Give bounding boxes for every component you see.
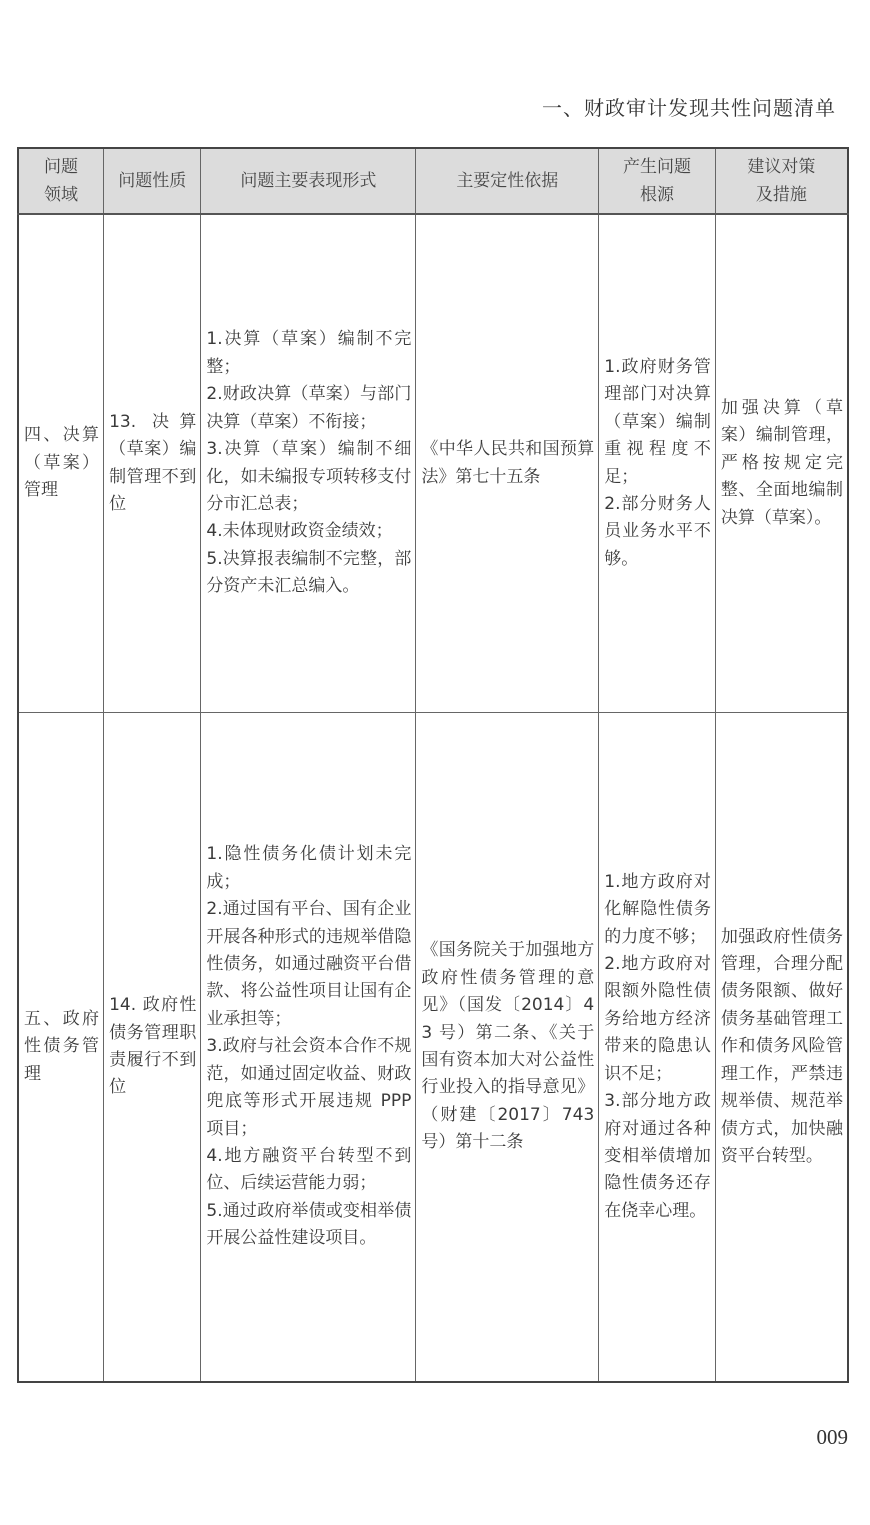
cell-forms [201, 214, 416, 713]
cause-item: 2.地方政府对限额外隐性债务给地方经济带来的隐患认识不足； [604, 954, 711, 1084]
table-row [18, 713, 848, 1383]
cell-cause [599, 214, 716, 713]
header-basis: 主要定性依据 [416, 148, 599, 214]
cell-basis: 《中华人民共和国预算法》第七十五条 [416, 214, 599, 713]
header-domain: 问题 领域 [18, 148, 104, 214]
form-item: 5.决算报表编制不完整，部分资产未汇总编入。 [206, 548, 412, 597]
cause-item: 1.地方政府对化解隐性债务的力度不够； [604, 871, 711, 947]
cause-item: 2.部分财务人员业务水平不够。 [604, 493, 711, 569]
header-cause: 产生问题 根源 [599, 148, 716, 214]
form-item: 1.决算（草案）编制不完整； [206, 329, 412, 377]
cell-domain: 四、决算（草案）管理 [18, 214, 104, 713]
page-number: 009 [816, 1425, 848, 1449]
cause-item: 1.政府财务管理部门对决算（草案）编制重视程度不足； [604, 356, 711, 487]
cell-nature: 13. 决算（草案）编制管理不到位 [104, 214, 201, 713]
cause-item: 3.部分地方政府对通过各种变相举债增加隐性债务还存在侥幸心理。 [604, 1091, 711, 1221]
header-forms: 问题主要表现形式 [201, 148, 416, 214]
header-advice: 建议对策 及措施 [715, 148, 848, 214]
form-item: 4.地方融资平台转型不到位、后续运营能力弱； [206, 1145, 412, 1194]
table-header-row [18, 148, 848, 214]
header-nature: 问题性质 [104, 148, 201, 214]
form-item: 2.财政决算（草案）与部门决算（草案）不衔接； [206, 384, 412, 432]
form-item: 3.决算（草案）编制不细化，如未编报专项转移支付分市汇总表； [206, 439, 412, 514]
cell-advice: 加强决算（草案）编制管理，严格按规定完整、全面地编制决算（草案）。 [715, 214, 848, 713]
form-item: 3.政府与社会资本合作不规范，如通过固定收益、财政兜底等形式开展违规 PPP 项目； [206, 1036, 412, 1139]
audit-issues-table [17, 147, 849, 1383]
cell-advice: 加强政府性债务管理，合理分配债务限额、做好债务基础管理工作和债务风险管理工作，严禁违规举债、规范举债方式，加快融资平台转型。 [715, 713, 848, 1383]
cell-forms [201, 713, 416, 1383]
cell-basis: 《国务院关于加强地方政府性债务管理的意见》（国发〔2014〕43 号）第二条、《关于国有资本加大对公益性行业投入的指导意见》（财建〔2017〕743 号）第十二条 [416, 713, 599, 1383]
cell-cause [599, 713, 716, 1383]
cell-nature: 14. 政府性债务管理职责履行不到位 [104, 713, 201, 1383]
form-item: 2.通过国有平台、国有企业开展各种形式的违规举借隐性债务，如通过融资平台借款、将公益性项目让国有企业承担等； [206, 899, 412, 1029]
cell-domain: 五、政府性债务管理 [18, 713, 104, 1383]
form-item: 1.隐性债务化债计划未完成； [206, 844, 412, 892]
section-title: 一、财政审计发现共性问题清单 [542, 96, 836, 120]
form-item: 5.通过政府举债或变相举债开展公益性建设项目。 [206, 1200, 412, 1249]
form-item: 4.未体现财政资金绩效； [206, 521, 393, 542]
table-row [18, 214, 848, 713]
